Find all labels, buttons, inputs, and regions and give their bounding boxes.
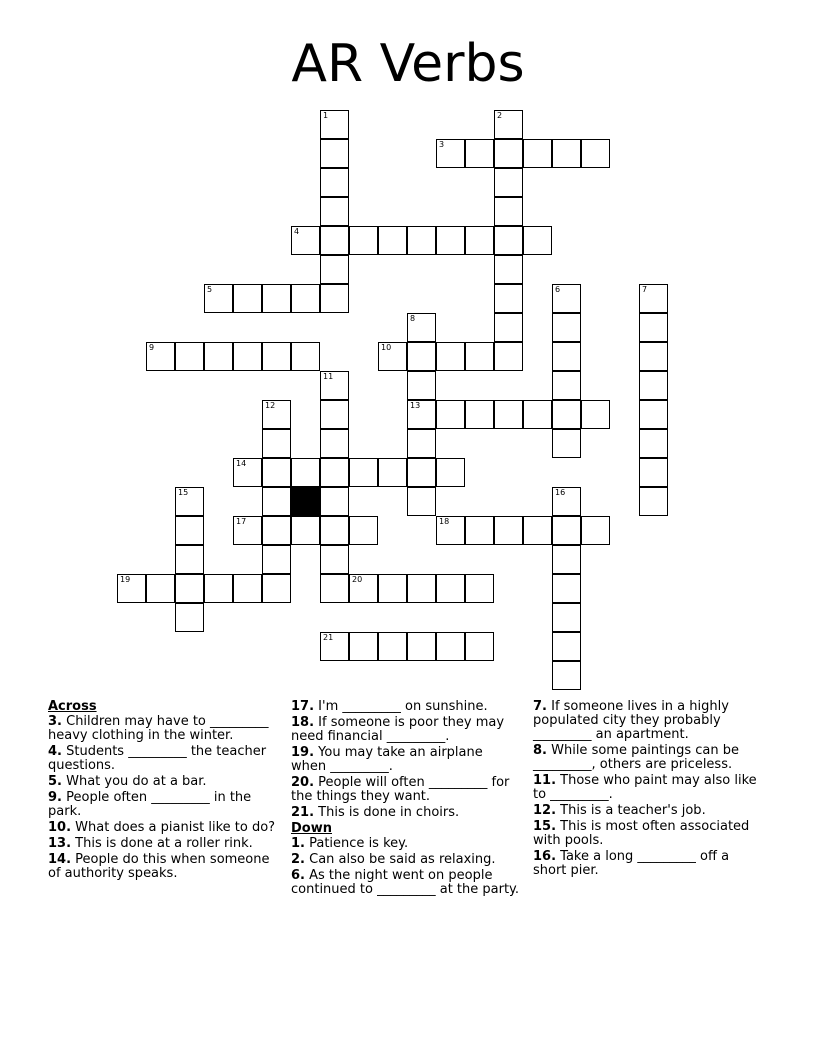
grid-cell[interactable] bbox=[349, 226, 378, 255]
grid-cell[interactable] bbox=[320, 516, 349, 545]
grid-cell[interactable] bbox=[523, 139, 552, 168]
grid-number: 11 bbox=[323, 372, 334, 381]
clue-number: 15. bbox=[533, 819, 557, 834]
clue-number: 14. bbox=[48, 852, 72, 867]
down-clue bbox=[533, 850, 765, 878]
grid-cell[interactable] bbox=[320, 255, 349, 284]
grid-cell[interactable] bbox=[494, 197, 523, 226]
clue-number: 11. bbox=[533, 773, 557, 788]
grid-cell[interactable] bbox=[494, 168, 523, 197]
clue-number: 3. bbox=[48, 714, 62, 729]
clue-text: What does a pianist like to do? bbox=[71, 820, 276, 835]
clue-number: 4. bbox=[48, 744, 62, 759]
grid-cell[interactable] bbox=[233, 284, 262, 313]
grid-cell[interactable] bbox=[204, 574, 233, 603]
clue-text: I'm _________ on sunshine. bbox=[314, 699, 488, 714]
grid-number: 8 bbox=[410, 314, 416, 323]
clues-column-1 bbox=[48, 700, 280, 883]
grid-cell[interactable] bbox=[320, 197, 349, 226]
clue-text: You may take an airplane when _________. bbox=[291, 745, 483, 774]
clue-number: 10. bbox=[48, 820, 72, 835]
across-clue bbox=[291, 776, 521, 804]
grid-number: 21 bbox=[323, 633, 334, 642]
clue-text: What you do at a bar. bbox=[61, 774, 207, 789]
grid-cell[interactable] bbox=[320, 545, 349, 574]
grid-cell[interactable] bbox=[320, 574, 349, 603]
grid-cell[interactable] bbox=[175, 574, 204, 603]
clue-number: 2. bbox=[291, 852, 305, 867]
across-clue bbox=[291, 700, 521, 714]
grid-cell[interactable] bbox=[581, 516, 610, 545]
grid-number: 2 bbox=[497, 111, 503, 120]
grid-cell[interactable] bbox=[523, 400, 552, 429]
grid-cell[interactable] bbox=[552, 574, 581, 603]
down-clue bbox=[291, 869, 521, 897]
grid-cell[interactable] bbox=[407, 371, 436, 400]
clue-text: Take a long _________ off a short pier. bbox=[533, 849, 730, 878]
grid-cell[interactable] bbox=[320, 168, 349, 197]
grid-cell[interactable] bbox=[494, 516, 523, 545]
grid-cell[interactable] bbox=[291, 342, 320, 371]
clue-number: 19. bbox=[291, 745, 315, 760]
grid-cell[interactable] bbox=[320, 139, 349, 168]
grid-cell-blocked bbox=[291, 487, 320, 516]
grid-cell[interactable] bbox=[378, 226, 407, 255]
grid-cell[interactable] bbox=[639, 313, 668, 342]
grid-cell[interactable] bbox=[552, 632, 581, 661]
down-clue bbox=[533, 804, 765, 818]
grid-number: 18 bbox=[439, 517, 450, 526]
clue-number: 8. bbox=[533, 743, 547, 758]
clue-text: Children may have to _________ heavy clothing in the winter. bbox=[48, 714, 269, 743]
grid-number: 14 bbox=[236, 459, 247, 468]
grid-cell[interactable] bbox=[233, 574, 262, 603]
grid-cell[interactable] bbox=[552, 516, 581, 545]
grid-cell[interactable] bbox=[262, 574, 291, 603]
grid-cell[interactable] bbox=[407, 342, 436, 371]
clue-number: 12. bbox=[533, 803, 557, 818]
grid-cell[interactable] bbox=[639, 342, 668, 371]
clue-number: 9. bbox=[48, 790, 62, 805]
page-title: AR Verbs bbox=[291, 34, 525, 94]
grid-number: 3 bbox=[439, 140, 445, 149]
grid-cell[interactable] bbox=[465, 516, 494, 545]
across-clue bbox=[48, 715, 280, 743]
grid-cell[interactable] bbox=[552, 429, 581, 458]
clue-number: 16. bbox=[533, 849, 557, 864]
grid-cell[interactable] bbox=[552, 545, 581, 574]
grid-cell[interactable] bbox=[320, 487, 349, 516]
grid-cell[interactable] bbox=[407, 487, 436, 516]
grid-cell[interactable] bbox=[465, 342, 494, 371]
grid-cell[interactable] bbox=[349, 458, 378, 487]
grid-cell[interactable] bbox=[639, 400, 668, 429]
clue-text: Students _________ the teacher questions. bbox=[48, 744, 267, 773]
grid-cell[interactable] bbox=[262, 487, 291, 516]
grid-cell[interactable] bbox=[407, 429, 436, 458]
grid-cell[interactable] bbox=[639, 458, 668, 487]
across-clue bbox=[48, 775, 280, 789]
clue-text: This is a teacher's job. bbox=[556, 803, 706, 818]
grid-cell[interactable] bbox=[233, 342, 262, 371]
grid-cell[interactable] bbox=[349, 632, 378, 661]
grid-cell[interactable] bbox=[378, 574, 407, 603]
down-clue bbox=[533, 744, 765, 772]
across-clue bbox=[48, 791, 280, 819]
grid-cell[interactable] bbox=[320, 400, 349, 429]
grid-number: 4 bbox=[294, 227, 300, 236]
clue-number: 7. bbox=[533, 699, 547, 714]
clue-text: As the night went on people continued to _________ at the party. bbox=[291, 868, 520, 897]
grid-number: 1 bbox=[323, 111, 329, 120]
down-clue bbox=[533, 820, 765, 848]
grid-number: 20 bbox=[352, 575, 363, 584]
down-clue bbox=[533, 774, 765, 802]
grid-cell[interactable] bbox=[639, 487, 668, 516]
clue-number: 17. bbox=[291, 699, 315, 714]
clue-text: This is most often associated with pools. bbox=[533, 819, 750, 848]
grid-cell[interactable] bbox=[320, 226, 349, 255]
clue-number: 20. bbox=[291, 775, 315, 790]
grid-cell[interactable] bbox=[262, 429, 291, 458]
grid-number: 16 bbox=[555, 488, 566, 497]
across-clue bbox=[291, 746, 521, 774]
clue-text: People do this when someone of authority speaks. bbox=[48, 852, 270, 881]
grid-cell[interactable] bbox=[175, 603, 204, 632]
grid-cell[interactable] bbox=[407, 458, 436, 487]
grid-number: 17 bbox=[236, 517, 247, 526]
grid-cell[interactable] bbox=[494, 313, 523, 342]
grid-cell[interactable] bbox=[262, 458, 291, 487]
grid-cell[interactable] bbox=[436, 342, 465, 371]
grid-cell[interactable] bbox=[407, 226, 436, 255]
grid-number: 12 bbox=[265, 401, 276, 410]
grid-cell[interactable] bbox=[436, 632, 465, 661]
grid-number: 13 bbox=[410, 401, 421, 410]
grid-cell[interactable] bbox=[465, 139, 494, 168]
grid-cell[interactable] bbox=[552, 342, 581, 371]
grid-number: 5 bbox=[207, 285, 213, 294]
grid-cell[interactable] bbox=[407, 632, 436, 661]
grid-number: 7 bbox=[642, 285, 648, 294]
clue-text: Can also be said as relaxing. bbox=[304, 852, 496, 867]
grid-cell[interactable] bbox=[552, 661, 581, 690]
clue-text: Those who paint may also like to _________. bbox=[533, 773, 757, 802]
grid-cell[interactable] bbox=[494, 226, 523, 255]
clue-text: People often _________ in the park. bbox=[48, 790, 252, 819]
grid-cell[interactable] bbox=[407, 574, 436, 603]
grid-cell[interactable] bbox=[378, 632, 407, 661]
across-clue bbox=[291, 806, 521, 820]
across-clue bbox=[48, 853, 280, 881]
clue-number: 13. bbox=[48, 836, 72, 851]
clue-number: 1. bbox=[291, 836, 305, 851]
grid-cell[interactable] bbox=[436, 458, 465, 487]
clue-number: 21. bbox=[291, 805, 315, 820]
grid-cell[interactable] bbox=[291, 516, 320, 545]
grid-cell[interactable] bbox=[291, 284, 320, 313]
grid-cell[interactable] bbox=[523, 516, 552, 545]
grid-cell[interactable] bbox=[552, 400, 581, 429]
clue-text: This is done in choirs. bbox=[314, 805, 460, 820]
grid-cell[interactable] bbox=[552, 371, 581, 400]
grid-cell[interactable] bbox=[146, 574, 175, 603]
grid-cell[interactable] bbox=[436, 226, 465, 255]
grid-cell[interactable] bbox=[639, 371, 668, 400]
down-clue bbox=[291, 837, 521, 851]
down-clue bbox=[291, 853, 521, 867]
down-heading: Down bbox=[291, 821, 332, 836]
grid-cell[interactable] bbox=[465, 574, 494, 603]
clues-column-2 bbox=[291, 700, 521, 899]
clue-text: While some paintings can be _________, others are priceless. bbox=[533, 743, 739, 772]
grid-cell[interactable] bbox=[436, 574, 465, 603]
down-clue bbox=[533, 700, 765, 742]
grid-cell[interactable] bbox=[494, 284, 523, 313]
grid-cell[interactable] bbox=[320, 429, 349, 458]
grid-cell[interactable] bbox=[378, 458, 407, 487]
grid-cell[interactable] bbox=[320, 284, 349, 313]
grid-cell[interactable] bbox=[262, 284, 291, 313]
across-clue bbox=[291, 716, 521, 744]
across-heading: Across bbox=[48, 699, 97, 714]
clue-text: If someone lives in a highly populated city they probably _________ an apartment. bbox=[533, 699, 729, 742]
grid-cell[interactable] bbox=[494, 255, 523, 284]
grid-number: 15 bbox=[178, 488, 189, 497]
grid-cell[interactable] bbox=[552, 313, 581, 342]
across-clue bbox=[48, 837, 280, 851]
clue-number: 18. bbox=[291, 715, 315, 730]
grid-cell[interactable] bbox=[465, 400, 494, 429]
grid-cell[interactable] bbox=[581, 139, 610, 168]
grid-cell[interactable] bbox=[175, 545, 204, 574]
grid-cell[interactable] bbox=[262, 516, 291, 545]
grid-cell[interactable] bbox=[552, 603, 581, 632]
clue-text: People will often _________ for the things they want. bbox=[291, 775, 510, 804]
grid-cell[interactable] bbox=[494, 400, 523, 429]
clue-number: 5. bbox=[48, 774, 62, 789]
grid-cell[interactable] bbox=[175, 516, 204, 545]
clue-text: This is done at a roller rink. bbox=[71, 836, 253, 851]
grid-number: 6 bbox=[555, 285, 561, 294]
grid-cell[interactable] bbox=[175, 342, 204, 371]
grid-cell[interactable] bbox=[349, 516, 378, 545]
grid-number: 9 bbox=[149, 343, 155, 352]
grid-cell[interactable] bbox=[494, 342, 523, 371]
across-clue bbox=[48, 821, 280, 835]
grid-cell[interactable] bbox=[320, 458, 349, 487]
grid-number: 10 bbox=[381, 343, 392, 352]
grid-cell[interactable] bbox=[523, 226, 552, 255]
clue-text: If someone is poor they may need financial _________. bbox=[291, 715, 505, 744]
clue-text: Patience is key. bbox=[304, 836, 409, 851]
grid-cell[interactable] bbox=[552, 139, 581, 168]
grid-cell[interactable] bbox=[494, 139, 523, 168]
clues-column-3 bbox=[533, 700, 765, 880]
grid-cell[interactable] bbox=[262, 342, 291, 371]
grid-cell[interactable] bbox=[262, 545, 291, 574]
grid-number: 19 bbox=[120, 575, 131, 584]
grid-cell[interactable] bbox=[465, 632, 494, 661]
grid-cell[interactable] bbox=[291, 458, 320, 487]
across-clue bbox=[48, 745, 280, 773]
grid-cell[interactable] bbox=[204, 342, 233, 371]
clue-number: 6. bbox=[291, 868, 305, 883]
grid-cell[interactable] bbox=[639, 429, 668, 458]
grid-cell[interactable] bbox=[436, 400, 465, 429]
grid-cell[interactable] bbox=[465, 226, 494, 255]
grid-cell[interactable] bbox=[581, 400, 610, 429]
